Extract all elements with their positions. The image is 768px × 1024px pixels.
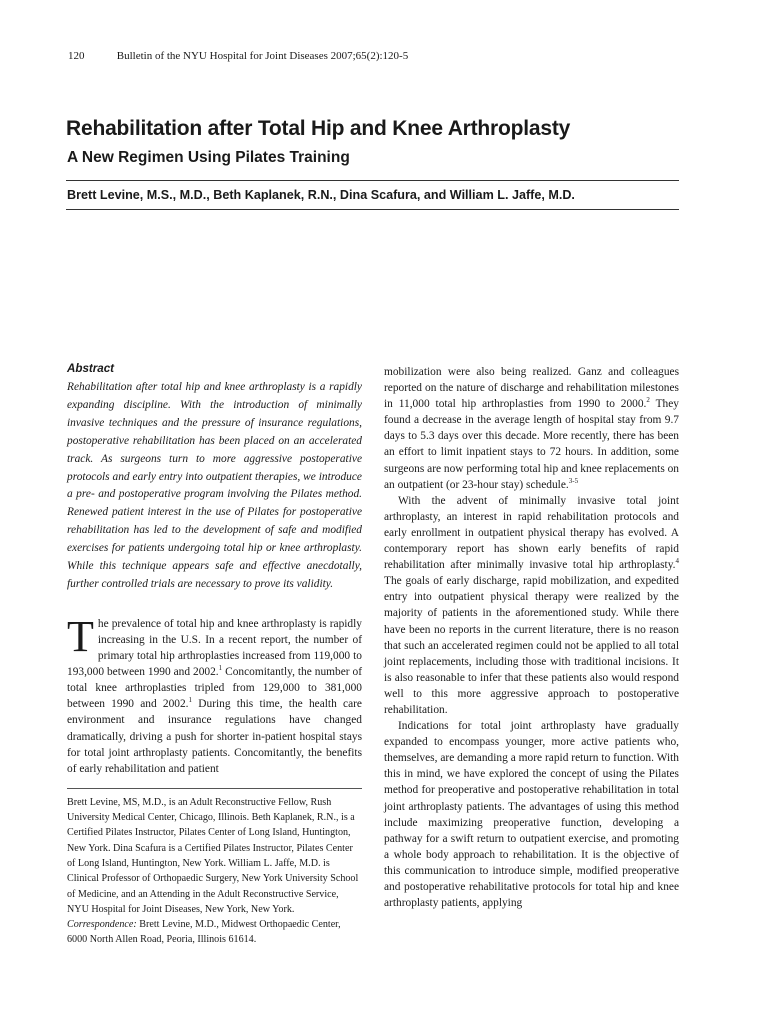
title-rule-bottom [66,209,679,210]
author-footnote: Brett Levine, MS, M.D., is an Adult Reconstructive Fellow, Rush University Medical Center, Chicago, Illinois. Beth Kaplanek, R.N., is a Certified Pilates Instructor, Pilates Center of Long Island, Huntington, New York. Dina Scafura is a Certified Pilates Instructor, Pilates Center of Long Island, Huntington, New York. William L. Jaffe, M.D. is Clinical Professor of Orthopaedic Surgery, New York University School of Medicine, and an Attending in the Adult Reconstructive Service, NYU Hospital for Joint Diseases, New York, New York. Correspondence: Brett Levine, M.D., Midwest Orthopaedic Center, 6000 North Allen Road, Peoria, Illinois 61614. [67,796,359,946]
abstract-heading: Abstract [67,362,115,375]
article-title: Rehabilitation after Total Hip and Knee Arthroplasty [66,117,571,140]
intro-paragraph: The prevalence of total hip and knee arthroplasty is rapidly increasing in the U.S. In a recent report, the number of primary total hip arthroplasties increased from 119,000 to 193,000 between 1990 and 2002.$^1$ Concomitantly, the number of total knee arthroplasties tripled from 129,000 to 381,000 between 1990 and 2002.$^1$ During this time, the health care environment and insurance regulations have changed dramatically, driving a push for shorter in-patient hospital stays for total joint arthroplasty patients. Concomitantly, the benefits of early rehabilitation and patient [67,611,362,775]
drop-cap: T [67,611,94,661]
reference-marker: 4 [675,557,679,566]
reference-marker: 1 [188,696,193,705]
reference-marker: 2 [646,396,650,405]
page-number: 120 [68,50,85,62]
right-column [384,364,679,911]
body-paragraph: With the advent of minimally invasive total joint arthroplasty, an interest in rapid rehabilitation protocols and early enrollment in outpatient physical therapy has evolved. A contemporary report has shown early benefits of rapid rehabilitation after minimally invasive total hip arthroplasty.$^4$ The goals of early discharge, rapid mobilization, and expedited entry into outpatient physical therapy were realized by the majority of patients in the aforementioned study. While there have been no reports in the current literature, there is no reason that such an accelerated regimen could not be applied to all total joint replacements, including those with traditional incisions. It is also reasonable to infer that these patients also would respond well to this more aggressive approach to postoperative rehabilitation. [384,494,679,716]
title-rule-top [66,180,679,181]
article-subtitle: A New Regimen Using Pilates Training [67,149,350,166]
body-paragraph: mobilization were also being realized. Ganz and colleagues reported on the nature of discharge and rehabilitation milestones in 11,000 total hip arthroplasties from 1990 to 2000.$^2$ They found a decrease in the average length of hospital stay from 9.7 days to 5.3 days over this decade. More recently, there has been an effort to limit inpatient stays to 72 hours. In addition, some surgeons are now performing total hip and knee replacements on an outpatient (or 23-hour stay) schedule.$^{3-5}$ [384,366,680,491]
body-paragraph: Indications for total joint arthroplasty have gradually expanded to encompass younger, more active patients who, themselves, are demanding a more rapid return to function. With this in mind, we have explored the concept of using the Pilates method for preoperative and postoperative rehabilitation in total joint arthroplasty patients. The advantages of using this method include maximizing preoperative function, developing a pathway for a swift return to outpatient exercise, and promoting a whole body approach to rehabilitation. It is the objective of this communication to introduce simple, modified preoperative and postoperative rehabilitative protocols for total hip and knee arthroplasty patients, applying [384,720,679,910]
reference-marker: 3-5 [568,476,579,485]
left-column [67,362,362,948]
journal-citation: Bulletin of the NYU Hospital for Joint Diseases 2007;65(2):120-5 [116,50,409,62]
reference-marker: 1 [218,664,223,673]
footnote-divider [67,788,362,789]
author-list: Brett Levine, M.S., M.D., Beth Kaplanek, R.N., Dina Scafura, and William L. Jaffe, M.D. [67,188,575,202]
abstract-text: Rehabilitation after total hip and knee arthroplasty is a rapidly expanding discipline. With the introduction of minimally invasive techniques and the pressure of insurance regulations, postoperative rehabilitation has been placed on an accelerated track. As surgeons turn to more aggressive postoperative protocols and early entry into outpatient therapies, we introduce a pre- and postoperative program involving the Pilates method. Renewed patient interest in the use of Pilates for postoperative rehabilitation has led to the development of safe and modified exercises for patients undergoing total hip or knee arthroplasty. While this technique appears safe and effective anecdotally, further controlled trials are necessary to prove its validity. [67,381,362,590]
running-header [68,50,408,62]
correspondence-label: Correspondence: [67,919,137,931]
correspondence-address: Brett Levine, M.D., Midwest Orthopaedic Center, 6000 North Allen Road, Peoria, Illinois 61614. [67,919,341,946]
